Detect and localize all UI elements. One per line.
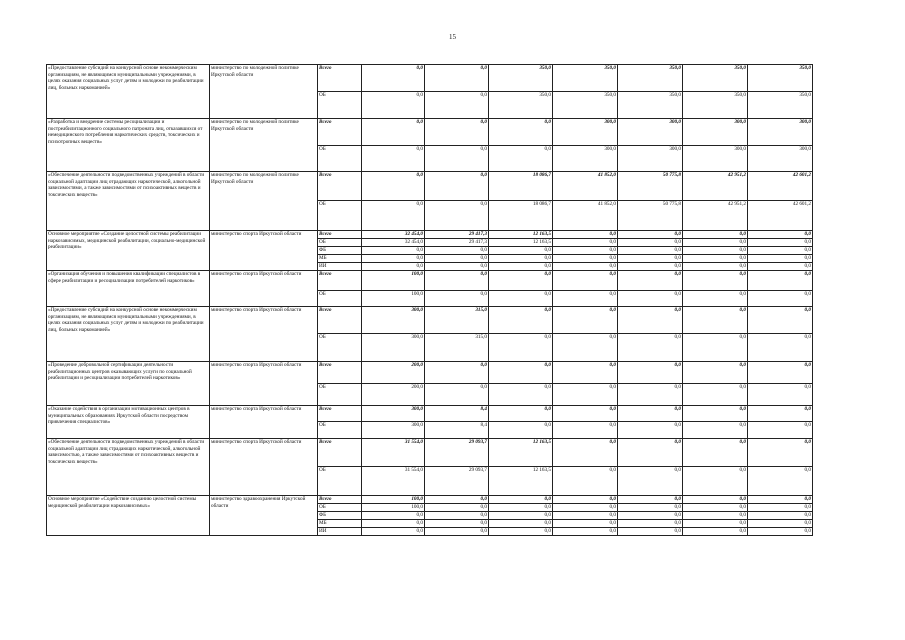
amount-cell: 300,0 <box>362 334 425 362</box>
amount-cell: 0,0 <box>618 334 683 362</box>
amount-cell: 350,0 <box>553 92 618 119</box>
amount-cell: 0,0 <box>425 528 489 536</box>
executor-name: министерство по молодежной политике Иркутской области <box>210 172 318 231</box>
amount-cell: 0,0 <box>618 422 683 439</box>
amount-cell: 42 601,2 <box>748 172 813 201</box>
amount-cell: 0,0 <box>748 439 813 467</box>
amount-cell: 0,0 <box>683 334 748 362</box>
funding-source: ОБ <box>318 92 362 119</box>
amount-cell: 0,0 <box>489 255 553 263</box>
table-row <box>47 307 813 334</box>
funding-source: ОБ <box>318 467 362 496</box>
amount-cell: 0,0 <box>362 65 425 92</box>
amount-cell: 0,0 <box>748 263 813 271</box>
amount-cell: 0,0 <box>618 255 683 263</box>
amount-cell: 0,0 <box>362 146 425 172</box>
budget-table-body <box>47 65 813 536</box>
amount-cell: 0,0 <box>553 362 618 384</box>
amount-cell: 12 163,5 <box>489 439 553 467</box>
amount-cell: 100,0 <box>362 271 425 291</box>
amount-cell: 0,0 <box>618 520 683 528</box>
funding-source: Всего <box>318 271 362 291</box>
amount-cell: 42 951,2 <box>683 172 748 201</box>
amount-cell: 300,0 <box>618 146 683 172</box>
amount-cell: 50 775,8 <box>618 201 683 231</box>
amount-cell: 42 601,2 <box>748 201 813 231</box>
amount-cell: 350,0 <box>683 65 748 92</box>
amount-cell: 0,0 <box>683 422 748 439</box>
amount-cell: 0,0 <box>618 362 683 384</box>
amount-cell: 0,0 <box>618 307 683 334</box>
funding-source: ОБ <box>318 422 362 439</box>
amount-cell: 31 554,0 <box>362 467 425 496</box>
funding-source: Всего <box>318 172 362 201</box>
funding-source: Всего <box>318 231 362 239</box>
amount-cell: 0,0 <box>425 65 489 92</box>
amount-cell: 0,0 <box>553 231 618 239</box>
amount-cell: 0,0 <box>553 528 618 536</box>
amount-cell: 300,0 <box>683 119 748 146</box>
measure-description: «Разработка и внедрение системы ресоциализации и постреабилитационного социального патроната лиц, отказавшихся от немедицинского потребления наркотических средств, токсических и психотропных веществ» <box>47 119 210 172</box>
amount-cell: 0,0 <box>618 528 683 536</box>
amount-cell: 0,0 <box>362 172 425 201</box>
amount-cell: 12 163,5 <box>489 467 553 496</box>
amount-cell: 29 093,7 <box>425 439 489 467</box>
amount-cell: 0,0 <box>553 520 618 528</box>
amount-cell: 0,0 <box>748 334 813 362</box>
amount-cell: 0,0 <box>553 263 618 271</box>
amount-cell: 32 454,0 <box>362 239 425 247</box>
amount-cell: 0,0 <box>683 362 748 384</box>
amount-cell: 0,0 <box>489 119 553 146</box>
amount-cell: 0,0 <box>553 406 618 422</box>
amount-cell: 0,0 <box>683 239 748 247</box>
funding-source: ФБ <box>318 512 362 520</box>
amount-cell: 300,0 <box>683 146 748 172</box>
amount-cell: 0,0 <box>748 384 813 406</box>
amount-cell: 300,0 <box>362 307 425 334</box>
amount-cell: 0,0 <box>489 271 553 291</box>
amount-cell: 0,0 <box>362 119 425 146</box>
amount-cell: 32 454,0 <box>362 231 425 239</box>
amount-cell: 0,0 <box>425 172 489 201</box>
amount-cell: 0,0 <box>362 247 425 255</box>
amount-cell: 0,0 <box>748 255 813 263</box>
amount-cell: 8,4 <box>425 406 489 422</box>
amount-cell: 0,0 <box>748 496 813 504</box>
amount-cell: 0,0 <box>553 422 618 439</box>
amount-cell: 0,0 <box>683 439 748 467</box>
amount-cell: 0,0 <box>362 263 425 271</box>
amount-cell: 0,0 <box>748 512 813 520</box>
amount-cell: 0,0 <box>425 146 489 172</box>
amount-cell: 0,0 <box>683 231 748 239</box>
amount-cell: 0,0 <box>553 512 618 520</box>
amount-cell: 350,0 <box>618 65 683 92</box>
amount-cell: 0,0 <box>425 201 489 231</box>
amount-cell: 300,0 <box>553 146 618 172</box>
amount-cell: 50 775,8 <box>618 172 683 201</box>
funding-source: Всего <box>318 307 362 334</box>
executor-name: министерство спорта Иркутской области <box>210 406 318 439</box>
funding-source: Всего <box>318 439 362 467</box>
amount-cell: 300,0 <box>748 119 813 146</box>
funding-source: Всего <box>318 362 362 384</box>
amount-cell: 350,0 <box>748 92 813 119</box>
amount-cell: 0,0 <box>748 422 813 439</box>
amount-cell: 0,0 <box>362 520 425 528</box>
table-row <box>47 231 813 239</box>
executor-name: министерство спорта Иркутской области <box>210 362 318 406</box>
table-row <box>47 271 813 291</box>
amount-cell: 200,0 <box>362 362 425 384</box>
amount-cell: 0,0 <box>489 406 553 422</box>
amount-cell: 0,0 <box>553 439 618 467</box>
amount-cell: 0,0 <box>425 291 489 307</box>
amount-cell: 0,0 <box>362 92 425 119</box>
amount-cell: 0,0 <box>425 92 489 119</box>
amount-cell: 0,0 <box>683 520 748 528</box>
amount-cell: 0,0 <box>489 247 553 255</box>
amount-cell: 0,0 <box>683 291 748 307</box>
amount-cell: 0,0 <box>683 528 748 536</box>
executor-name: министерство спорта Иркутской области <box>210 439 318 496</box>
amount-cell: 0,0 <box>425 271 489 291</box>
amount-cell: 0,0 <box>425 263 489 271</box>
amount-cell: 0,0 <box>618 504 683 512</box>
funding-source: МБ <box>318 520 362 528</box>
amount-cell: 29 417,3 <box>425 239 489 247</box>
amount-cell: 350,0 <box>748 65 813 92</box>
amount-cell: 0,0 <box>425 520 489 528</box>
amount-cell: 0,0 <box>748 528 813 536</box>
amount-cell: 0,0 <box>425 255 489 263</box>
amount-cell: 18 086,7 <box>489 201 553 231</box>
executor-name: министерство по молодежной политике Иркутской области <box>210 119 318 172</box>
table-row <box>47 439 813 467</box>
amount-cell: 350,0 <box>683 92 748 119</box>
amount-cell: 350,0 <box>489 65 553 92</box>
amount-cell: 0,0 <box>489 146 553 172</box>
amount-cell: 300,0 <box>618 119 683 146</box>
amount-cell: 0,0 <box>489 504 553 512</box>
measure-description: «Предоставление субсидий на конкурсной основе некоммерческим организациям, не являющимся муниципальными учреждениями, в целях оказания социальных услуг детям и молодежи по реабилитации лиц, больных наркоманией» <box>47 65 210 119</box>
funding-source: Всего <box>318 406 362 422</box>
executor-name: министерство спорта Иркутской области <box>210 271 318 307</box>
amount-cell: 0,0 <box>683 406 748 422</box>
executor-name: министерство здравоохранения Иркутской области <box>210 496 318 536</box>
measure-description: «Оказание содействия в организации мотивационных центров в муниципальных образованиях Иркутской области посредством привлечения специалистов» <box>47 406 210 439</box>
amount-cell: 0,0 <box>489 496 553 504</box>
amount-cell: 300,0 <box>748 146 813 172</box>
amount-cell: 0,0 <box>748 307 813 334</box>
amount-cell: 0,0 <box>748 291 813 307</box>
amount-cell: 315,0 <box>425 307 489 334</box>
budget-table <box>46 64 813 536</box>
amount-cell: 0,0 <box>748 504 813 512</box>
amount-cell: 0,0 <box>425 384 489 406</box>
amount-cell: 0,0 <box>683 496 748 504</box>
amount-cell: 0,0 <box>489 512 553 520</box>
amount-cell: 0,0 <box>683 263 748 271</box>
amount-cell: 0,0 <box>425 247 489 255</box>
table-row <box>47 406 813 422</box>
amount-cell: 0,0 <box>553 496 618 504</box>
amount-cell: 300,0 <box>553 119 618 146</box>
funding-source: ОБ <box>318 201 362 231</box>
amount-cell: 31 554,0 <box>362 439 425 467</box>
amount-cell: 0,0 <box>489 291 553 307</box>
amount-cell: 0,0 <box>748 406 813 422</box>
amount-cell: 350,0 <box>489 92 553 119</box>
amount-cell: 0,0 <box>748 247 813 255</box>
amount-cell: 0,0 <box>553 291 618 307</box>
measure-description: Основное мероприятие «Создание целостной системы реабилитации наркозависимых, медицинской реабилитации, социально-медицинской реабилитации» <box>47 231 210 271</box>
amount-cell: 0,0 <box>425 512 489 520</box>
amount-cell: 0,0 <box>618 247 683 255</box>
amount-cell: 0,0 <box>553 271 618 291</box>
amount-cell: 0,0 <box>553 307 618 334</box>
amount-cell: 0,0 <box>618 291 683 307</box>
amount-cell: 0,0 <box>683 512 748 520</box>
amount-cell: 41 852,0 <box>553 172 618 201</box>
amount-cell: 12 163,5 <box>489 239 553 247</box>
amount-cell: 0,0 <box>618 439 683 467</box>
amount-cell: 100,0 <box>362 504 425 512</box>
amount-cell: 0,0 <box>425 362 489 384</box>
amount-cell: 0,0 <box>489 263 553 271</box>
funding-source: ОБ <box>318 146 362 172</box>
table-row <box>47 119 813 146</box>
funding-source: ОБ <box>318 334 362 362</box>
measure-description: «Организация обучения и повышения квалификации специалистов в сфере реабилитации и ресоциализации потребителей наркотиков» <box>47 271 210 307</box>
amount-cell: 300,0 <box>362 422 425 439</box>
measure-description: «Предоставление субсидий на конкурсной основе некоммерческим организациям, не являющимся муниципальными учреждениями, в целях оказания социальных услуг детям и молодежи по реабилитации лиц, больных наркоманией» <box>47 307 210 362</box>
amount-cell: 0,0 <box>425 119 489 146</box>
amount-cell: 0,0 <box>489 307 553 334</box>
amount-cell: 0,0 <box>553 504 618 512</box>
funding-source: ОБ <box>318 384 362 406</box>
amount-cell: 315,0 <box>425 334 489 362</box>
amount-cell: 0,0 <box>618 263 683 271</box>
amount-cell: 18 086,7 <box>489 172 553 201</box>
executor-name: министерство спорта Иркутской области <box>210 231 318 271</box>
amount-cell: 0,0 <box>489 422 553 439</box>
funding-source: ОБ <box>318 291 362 307</box>
amount-cell: 0,0 <box>618 231 683 239</box>
measure-description: «Обеспечение деятельности подведомственных учреждений в области социальной адаптации лиц отрадающих наркотической, алкогольной зависимостями, а также зависимостями от психоактивных веществ и токсических веществ» <box>47 172 210 231</box>
funding-source: МБ <box>318 255 362 263</box>
amount-cell: 350,0 <box>553 65 618 92</box>
amount-cell: 100,0 <box>362 496 425 504</box>
funding-source: Всего <box>318 119 362 146</box>
funding-source: ИИ <box>318 263 362 271</box>
amount-cell: 0,0 <box>362 512 425 520</box>
amount-cell: 0,0 <box>489 362 553 384</box>
amount-cell: 0,0 <box>618 496 683 504</box>
amount-cell: 0,0 <box>553 247 618 255</box>
amount-cell: 0,0 <box>553 384 618 406</box>
executor-name: министерство по молодежной политике Иркутской области <box>210 65 318 119</box>
amount-cell: 0,0 <box>618 467 683 496</box>
amount-cell: 0,0 <box>683 307 748 334</box>
table-row <box>47 65 813 92</box>
funding-source: Всего <box>318 496 362 504</box>
amount-cell: 350,0 <box>618 92 683 119</box>
amount-cell: 42 951,2 <box>683 201 748 231</box>
amount-cell: 0,0 <box>683 255 748 263</box>
amount-cell: 0,0 <box>748 362 813 384</box>
amount-cell: 0,0 <box>683 467 748 496</box>
funding-source: ОБ <box>318 504 362 512</box>
amount-cell: 100,0 <box>362 291 425 307</box>
measure-description: «Проведение добровольной сертификации деятельности реабилитационных центров оказывающих услуги по социальной реабилитации и ресоциализации потребителей наркотиков» <box>47 362 210 406</box>
amount-cell: 0,0 <box>748 520 813 528</box>
amount-cell: 0,0 <box>489 520 553 528</box>
amount-cell: 0,0 <box>618 271 683 291</box>
amount-cell: 0,0 <box>618 406 683 422</box>
page-number: 15 <box>449 33 456 41</box>
amount-cell: 0,0 <box>553 239 618 247</box>
amount-cell: 0,0 <box>489 334 553 362</box>
table-row <box>47 362 813 384</box>
amount-cell: 8,4 <box>425 422 489 439</box>
amount-cell: 0,0 <box>362 255 425 263</box>
table-row <box>47 172 813 201</box>
amount-cell: 29 093,7 <box>425 467 489 496</box>
funding-source: ОБ <box>318 239 362 247</box>
amount-cell: 0,0 <box>553 334 618 362</box>
amount-cell: 0,0 <box>553 255 618 263</box>
amount-cell: 41 852,0 <box>553 201 618 231</box>
amount-cell: 200,0 <box>362 384 425 406</box>
amount-cell: 0,0 <box>489 384 553 406</box>
measure-description: «Обеспечение деятельности подведомственных учреждений в области социальной адаптации лиц страдающих наркотической, алкогольной зависимостью, а также зависимостями от психоактивных веществ и токсических веществ» <box>47 439 210 496</box>
measure-description: Основное мероприятие «Содействие созданию целостной системы медицинской реабилитации наркозависимых» <box>47 496 210 536</box>
funding-source: ФБ <box>318 247 362 255</box>
amount-cell: 0,0 <box>748 467 813 496</box>
amount-cell: 300,0 <box>362 406 425 422</box>
amount-cell: 12 163,5 <box>489 231 553 239</box>
amount-cell: 0,0 <box>362 528 425 536</box>
amount-cell: 0,0 <box>553 467 618 496</box>
amount-cell: 0,0 <box>683 384 748 406</box>
table-row <box>47 496 813 504</box>
amount-cell: 29 417,3 <box>425 231 489 239</box>
amount-cell: 0,0 <box>489 528 553 536</box>
amount-cell: 0,0 <box>618 384 683 406</box>
executor-name: министерство спорта Иркутской области <box>210 307 318 362</box>
amount-cell: 0,0 <box>683 247 748 255</box>
funding-source: ИИ <box>318 528 362 536</box>
amount-cell: 0,0 <box>425 496 489 504</box>
amount-cell: 0,0 <box>748 231 813 239</box>
funding-source: Всего <box>318 65 362 92</box>
amount-cell: 0,0 <box>618 239 683 247</box>
amount-cell: 0,0 <box>748 239 813 247</box>
amount-cell: 0,0 <box>425 504 489 512</box>
amount-cell: 0,0 <box>618 512 683 520</box>
amount-cell: 0,0 <box>748 271 813 291</box>
amount-cell: 0,0 <box>683 271 748 291</box>
amount-cell: 0,0 <box>683 504 748 512</box>
amount-cell: 0,0 <box>362 201 425 231</box>
